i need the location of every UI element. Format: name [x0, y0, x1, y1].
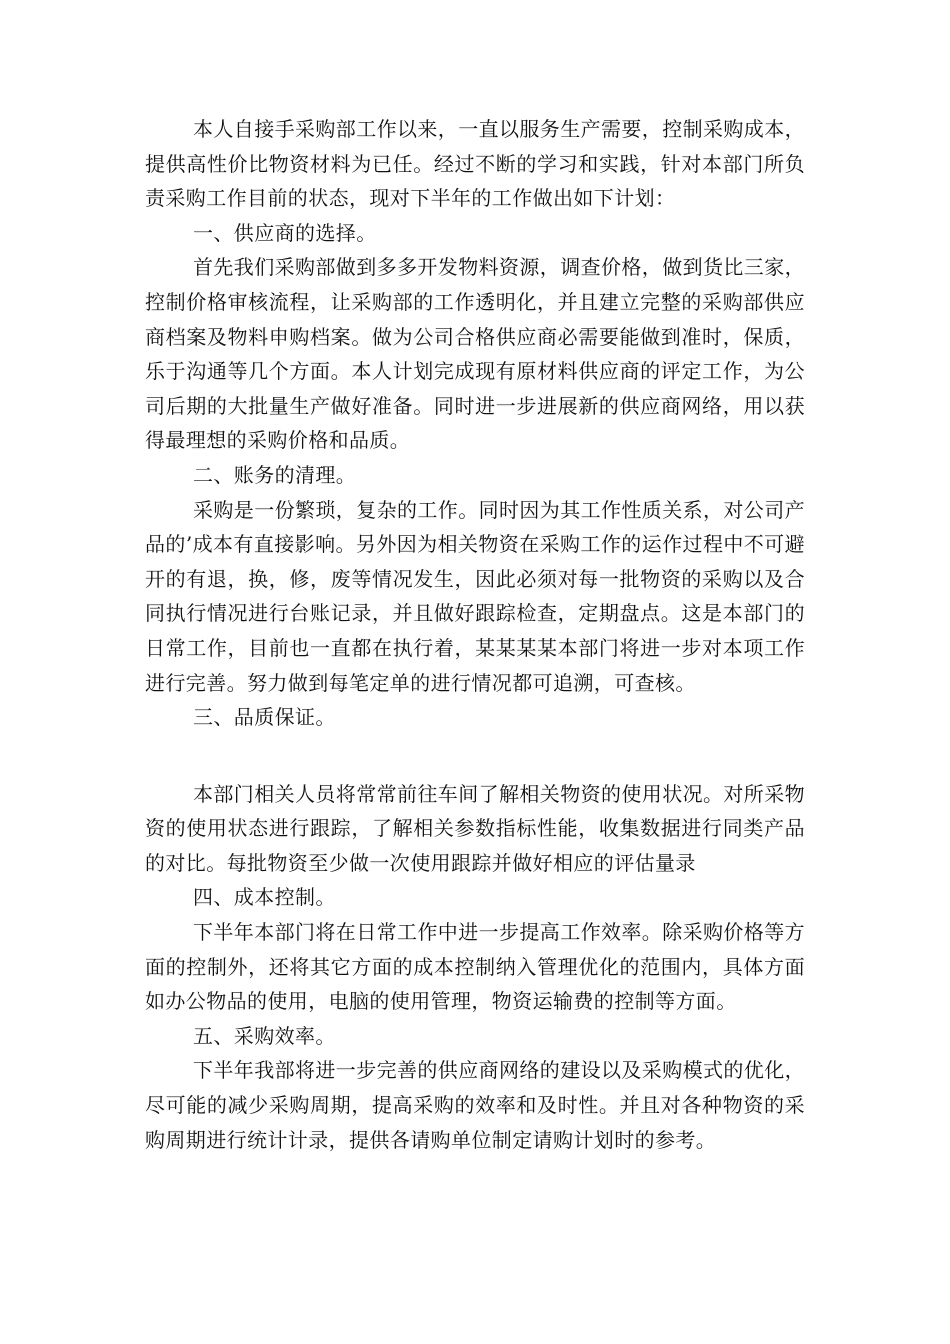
document-body	[145, 112, 805, 1157]
section-2-body: 采购是一份繁琐，复杂的工作。同时因为其工作性质关系，对公司产品的’成本有直接影响。另外因为相关物资在采购工作的运作过程中不可避开的有退，换，修，废等情况发生，因此必须对每一批物资的采购以及合同执行情况进行台账记录，并且做好跟踪检查，定期盘点。这是本部门的日常工作，目前也一直都在执行着，某某某某本部门将进一步对本项工作进行完善。努力做到每笔定单的进行情况都可追溯，可查核。	[145, 497, 805, 695]
section-4-body: 下半年本部门将在日常工作中进一步提高工作效率。除采购价格等方面的控制外，还将其它方面的成本控制纳入管理优化的范围内，具体方面如办公物品的使用，电脑的使用管理，物资运输费的控制等方面。	[145, 920, 805, 1014]
section-5-body: 下半年我部将进一步完善的供应商网络的建设以及采购模式的优化，尽可能的减少采购周期，提高采购的效率和及时性。并且对各种物资的采购周期进行统计计录，提供各请购单位制定请购计划时的参考。	[145, 1058, 805, 1152]
section-1-body: 首先我们采购部做到多多开发物料资源，调查价格，做到货比三家，控制价格审核流程，让采购部的工作透明化，并且建立完整的采购部供应商档案及物料申购档案。做为公司合格供应商必需要能做到准时，保质，乐于沟通等几个方面。本人计划完成现有原材料供应商的评定工作，为公司后期的大批量生产做好准备。同时进一步进展新的供应商网络，用以获得最理想的采购价格和品质。	[145, 255, 805, 453]
section-4-heading: 四、成本控制。	[193, 885, 336, 910]
intro-paragraph: 本人自接手采购部工作以来，一直以服务生产需要，控制采购成本，提供高性价比物资材料为已任。经过不断的学习和实践，针对本部门所负责采购工作目前的状态，现对下半年的工作做出如下计划：	[145, 117, 805, 211]
section-3-heading: 三、品质保证。	[193, 705, 336, 730]
section-2-heading: 二、账务的清理。	[193, 462, 357, 487]
section-5-heading: 五、采购效率。	[193, 1023, 336, 1048]
blank-gap	[145, 735, 805, 777]
section-3-body: 本部门相关人员将常常前往车间了解相关物资的使用状况。对所采物资的使用状态进行跟踪，了解相关参数指标性能，收集数据进行同类产品的对比。每批物资至少做一次使用跟踪并做好相应的评估量录	[145, 781, 805, 875]
section-1-heading: 一、供应商的选择。	[193, 220, 377, 245]
